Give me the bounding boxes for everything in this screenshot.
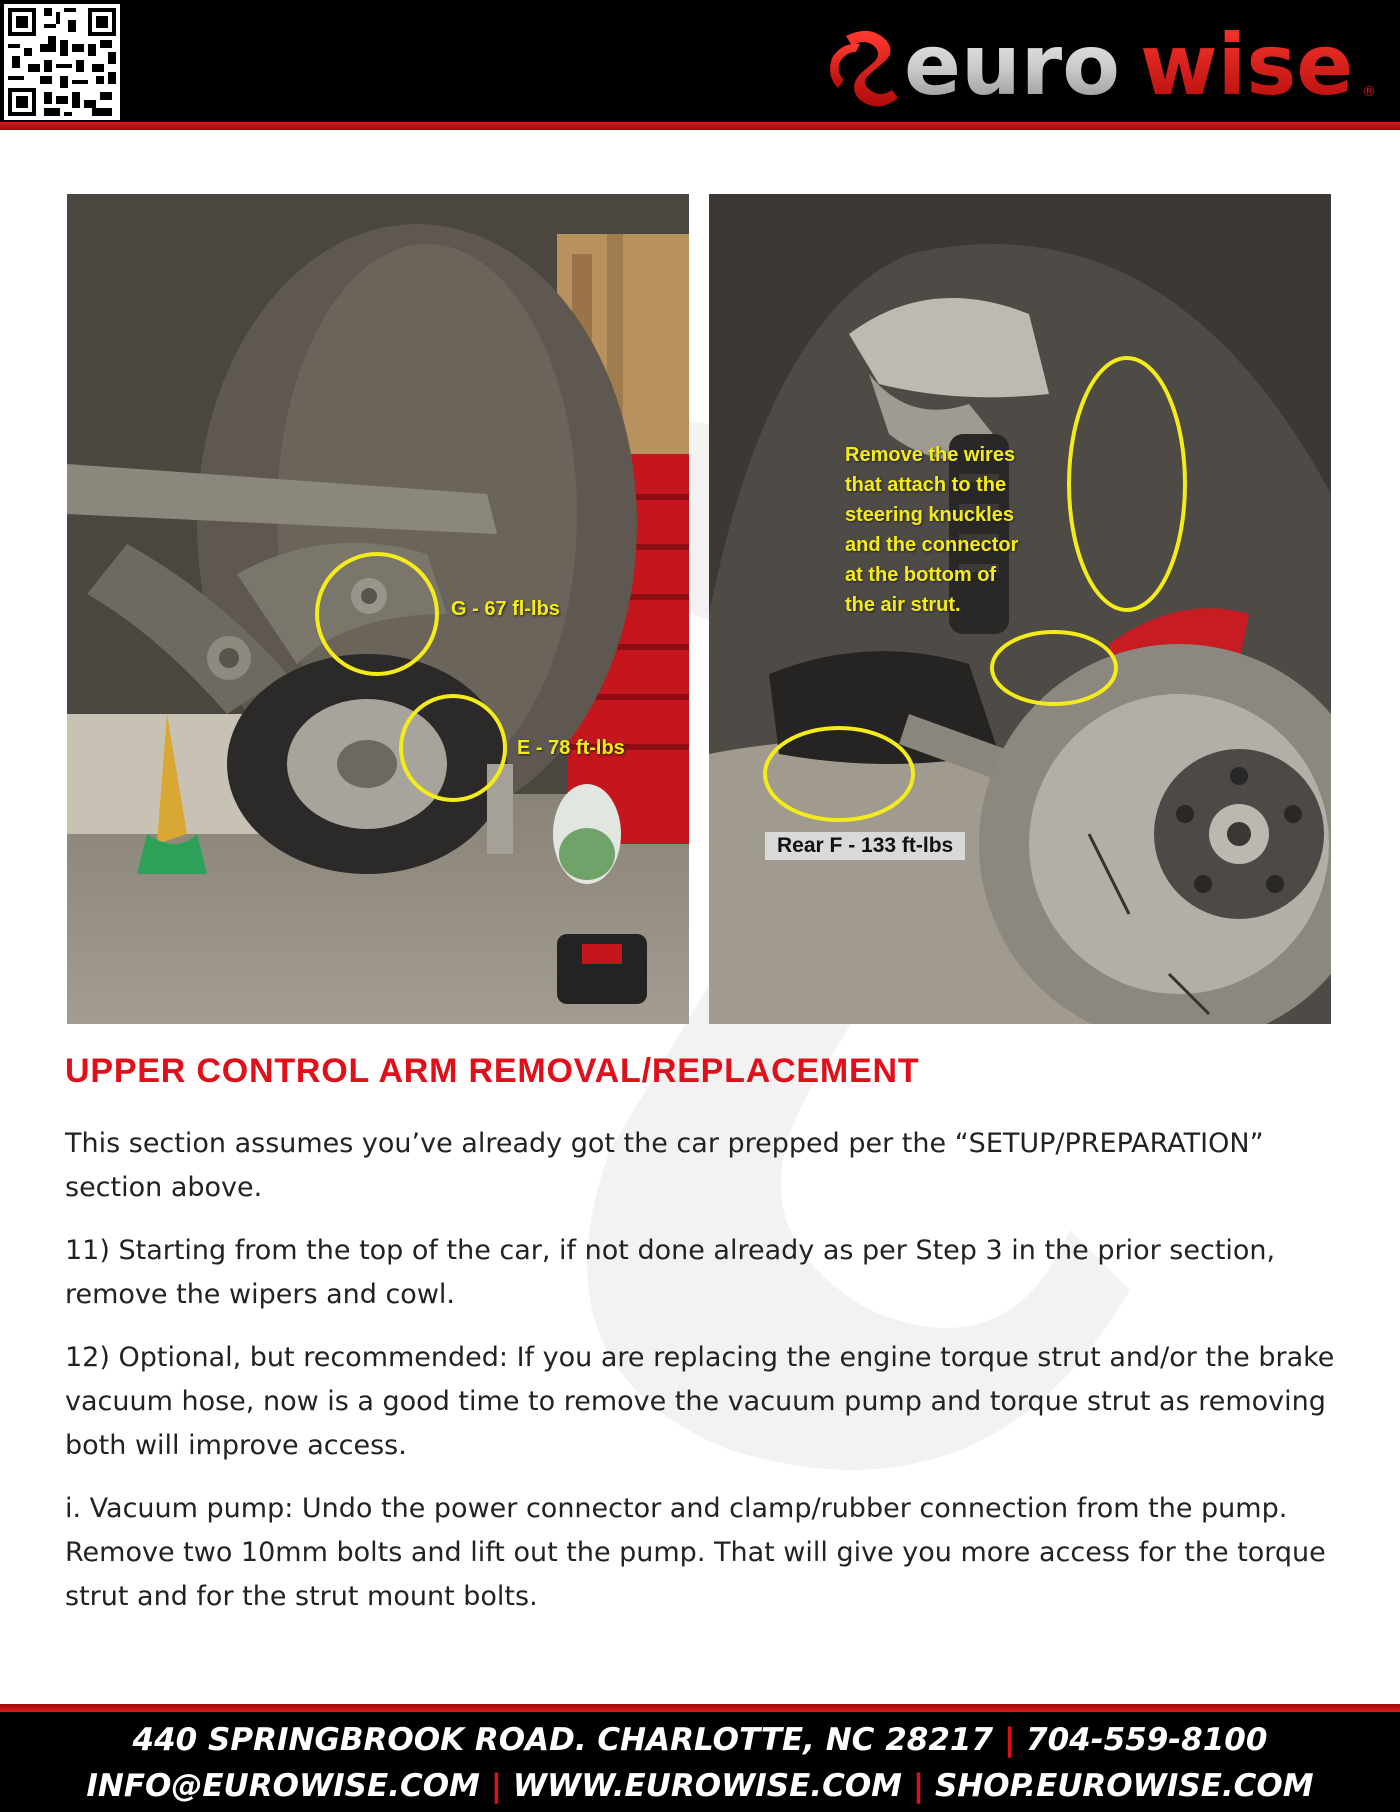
qr-code-icon[interactable] [4, 4, 120, 120]
step-12-i-paragraph: i. Vacuum pump: Undo the power connector and clamp/rubber connection from the pump. Remove two 10mm bolts and lift out the pump. That will give you more access for the torque strut and for the strut mount bolts. [65, 1493, 1326, 1612]
footer-shop-link[interactable]: SHOP.EUROWISE.COM [934, 1768, 1314, 1804]
wire-note-line-1: Remove the wires [845, 444, 1016, 466]
photo-steering-knuckle [709, 194, 1331, 1024]
footer-divider [0, 1704, 1400, 1712]
photo-lower-control-arm [67, 194, 689, 1024]
step-11-paragraph: 11) Starting from the top of the car, if not done already as per Step 3 in the prior section, remove the wipers and cowl. [65, 1235, 1276, 1310]
wire-note-line-6: the air strut. [845, 594, 961, 616]
torque-label-e: E - 78 ft-lbs [517, 737, 625, 759]
logo-swirl-icon [830, 31, 898, 107]
footer-address: 440 SPRINGBROOK ROAD. CHARLOTTE, NC 28217 [132, 1722, 994, 1758]
footer-separator: | [490, 1768, 503, 1804]
footer-separator: | [912, 1768, 925, 1804]
torque-label-g: G - 67 fl-lbs [451, 598, 560, 620]
wire-note-line-4: and the connector [845, 534, 1019, 556]
wire-note-line-2: that attach to the [845, 474, 1007, 496]
page-header [0, 0, 1400, 122]
intro-paragraph: This section assumes you’ve already got the car prepped per the “SETUP/PREPARATION” section above. [65, 1128, 1264, 1203]
logo-text-euro: euro [904, 16, 1120, 114]
wire-note-line-5: at the bottom of [845, 564, 997, 586]
trademark-mark: ® [1362, 84, 1376, 100]
page-footer [0, 1712, 1400, 1812]
torque-label-rear-f: Rear F - 133 ft-lbs [765, 832, 965, 860]
footer-phone[interactable]: 704-559-8100 [1026, 1722, 1268, 1758]
footer-contact-row [0, 1722, 1400, 1758]
footer-links-row [0, 1768, 1400, 1804]
logo-text-wise: wise [1140, 16, 1354, 114]
footer-separator: | [1003, 1722, 1016, 1758]
wire-note-line-3: steering knuckles [845, 504, 1014, 526]
footer-website-link[interactable]: WWW.EUROWISE.COM [512, 1768, 903, 1804]
wire-removal-note [845, 440, 1018, 620]
footer-email-link[interactable]: INFO@EUROWISE.COM [86, 1768, 480, 1804]
section-title: UPPER CONTROL ARM REMOVAL/REPLACEMENT [65, 1052, 920, 1090]
header-divider [0, 122, 1400, 130]
step-12-paragraph: 12) Optional, but recommended: If you are replacing the engine torque strut and/or the brake vacuum hose, now is a good time to remove the vacuum pump and torque strut as removing both will improve access. [65, 1342, 1335, 1461]
brand-logo[interactable] [822, 8, 1382, 118]
